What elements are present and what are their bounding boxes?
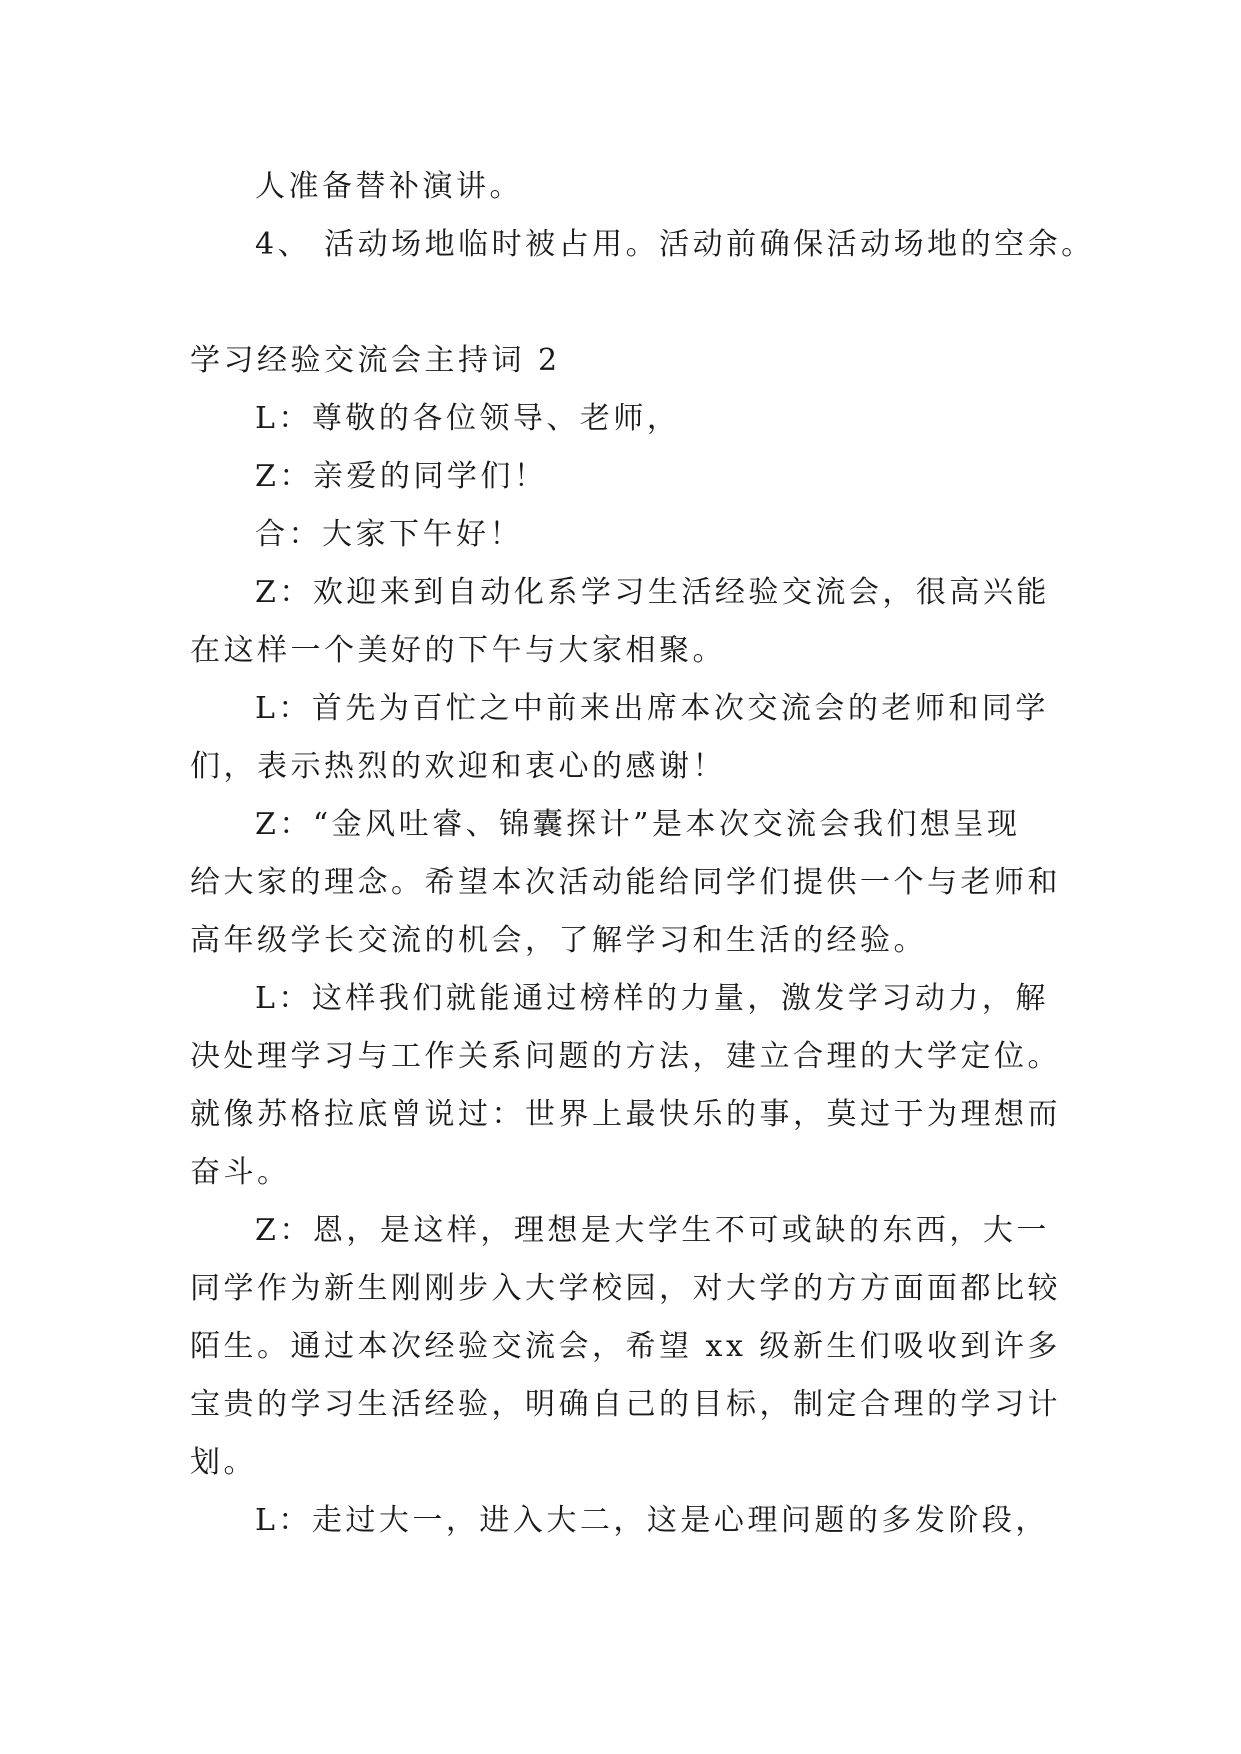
paragraph-line: 宝贵的学习生活经验，明确自己的目标，制定合理的学习计 bbox=[190, 1387, 1061, 1422]
paragraph-line: L：尊敬的各位领导、老师， bbox=[255, 401, 681, 436]
paragraph-line: 合：大家下午好！ bbox=[255, 517, 523, 552]
paragraph-line: 就像苏格拉底曾说过：世界上最快乐的事，莫过于为理想而 bbox=[190, 1097, 1061, 1132]
paragraph-line: 给大家的理念。希望本次活动能给同学们提供一个与老师和 bbox=[190, 865, 1061, 900]
paragraph-line: 决处理学习与工作关系问题的方法，建立合理的大学定位。 bbox=[190, 1039, 1061, 1074]
paragraph-line: Z：“金风吐睿、锦囊探计”是本次交流会我们想呈现 bbox=[255, 807, 1021, 842]
paragraph-line: 4、 活动场地临时被占用。活动前确保活动场地的空余。 bbox=[255, 227, 1095, 262]
paragraph-line: 划。 bbox=[190, 1445, 257, 1480]
paragraph-line: Z：欢迎来到自动化系学习生活经验交流会，很高兴能 bbox=[255, 575, 1050, 610]
paragraph-line: 们，表示热烈的欢迎和衷心的感谢！ bbox=[190, 749, 726, 784]
paragraph-line: 陌生。通过本次经验交流会，希望 xx 级新生们吸收到许多 bbox=[190, 1329, 1061, 1364]
paragraph-line: Z：恩，是这样，理想是大学生不可或缺的东西，大一 bbox=[255, 1213, 1050, 1248]
section-heading: 学习经验交流会主持词 2 bbox=[190, 343, 561, 378]
paragraph-line: 高年级学长交流的机会，了解学习和生活的经验。 bbox=[190, 923, 927, 958]
paragraph-line: 奋斗。 bbox=[190, 1155, 291, 1190]
paragraph-line: Z：亲爱的同学们！ bbox=[255, 459, 548, 494]
paragraph-line: 同学作为新生刚刚步入大学校园，对大学的方方面面都比较 bbox=[190, 1271, 1061, 1306]
paragraph-line: 在这样一个美好的下午与大家相聚。 bbox=[190, 633, 726, 668]
paragraph-line: L：首先为百忙之中前来出席本次交流会的老师和同学 bbox=[255, 691, 1049, 726]
paragraph-line: L：这样我们就能通过榜样的力量，激发学习动力，解 bbox=[255, 981, 1049, 1016]
paragraph-line: 人准备替补演讲。 bbox=[255, 169, 523, 204]
paragraph-line: L：走过大一，进入大二，这是心理问题的多发阶段， bbox=[255, 1503, 1049, 1538]
